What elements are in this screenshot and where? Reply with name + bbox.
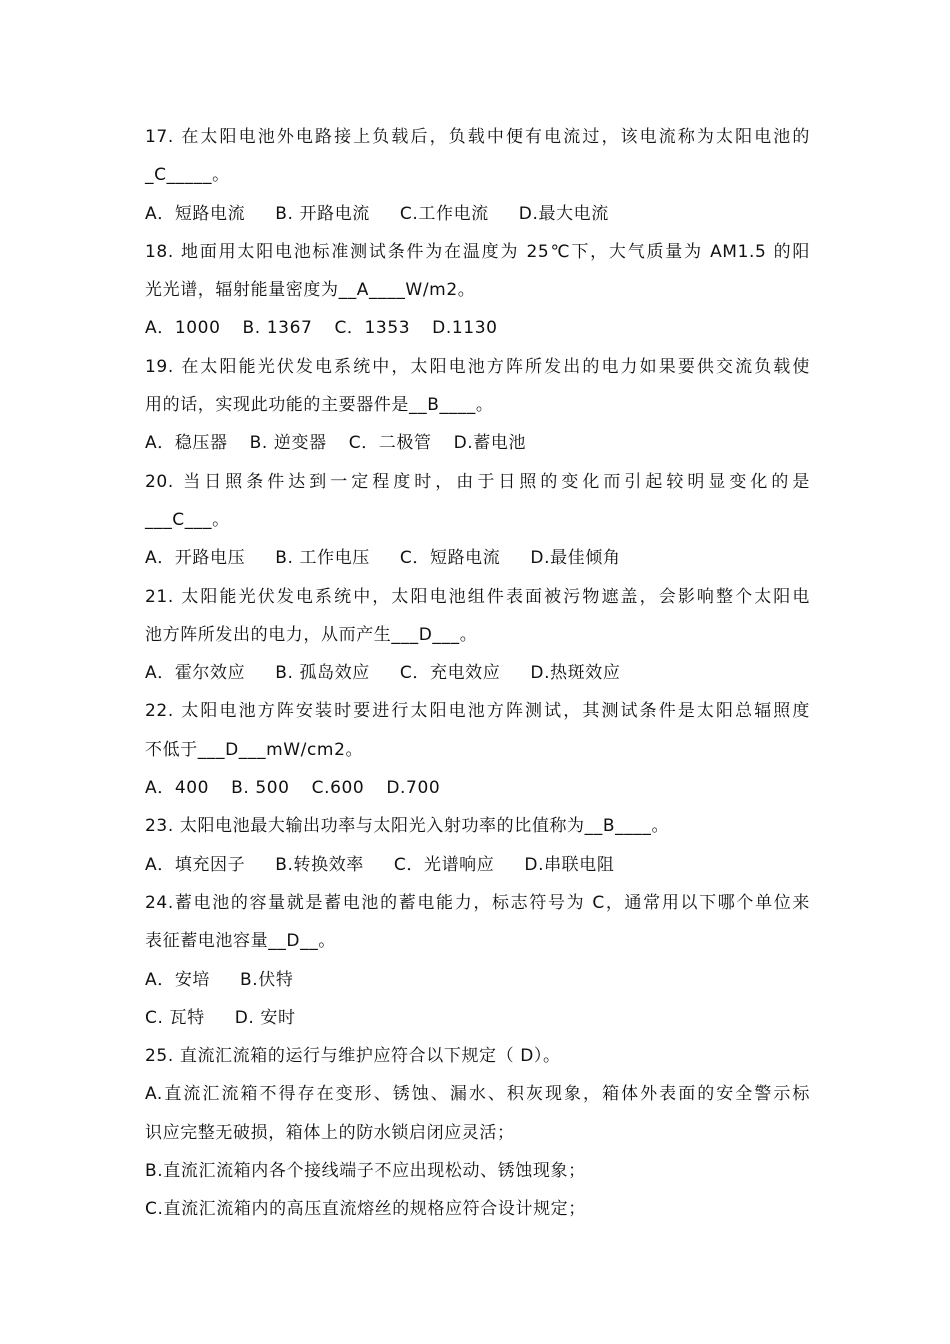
question-22-options — [145, 769, 810, 807]
question-20-options — [145, 539, 810, 577]
option-c: C.工作电流 — [399, 203, 489, 224]
option-d: D.蓄电池 — [453, 433, 527, 454]
question-21-line-2: 池方阵所发出的电力，从而产生___D___。 — [145, 624, 478, 645]
option-c: C. 瓦特 — [145, 1007, 205, 1028]
option-d: D.最大电流 — [518, 203, 609, 224]
question-19-line-1: 19. 在太阳能光伏发电系统中，太阳电池方阵所发出的电力如果要供交流负载使 — [145, 356, 810, 377]
question-24-line-1: 24.蓄电池的容量就是蓄电池的蓄电能力，标志符号为 C，通常用以下哪个单位来 — [145, 892, 810, 913]
question-24-options-row-2 — [145, 999, 810, 1037]
question-22-line-2: 不低于___D___mW/cm2。 — [145, 739, 364, 760]
question-17-line-2: _C_____。 — [145, 165, 230, 186]
option-d: D.700 — [386, 778, 441, 799]
question-25-statement-b: B.直流汇流箱内各个接线端子不应出现松动、锈蚀现象； — [145, 1161, 586, 1182]
question-25-statement-c: C.直流汇流箱内的高压直流熔丝的规格应符合设计规定； — [145, 1199, 586, 1220]
option-d: D.串联电阻 — [524, 854, 615, 875]
option-c: C．1353 — [334, 318, 411, 339]
question-18-line-2: 光光谱，辐射能量密度为__A____W/m2。 — [145, 280, 476, 301]
option-a: A．短路电流 — [145, 203, 246, 224]
option-b: B.伏特 — [240, 969, 294, 990]
question-20-line-2: ___C___。 — [145, 509, 230, 530]
option-a: A．霍尔效应 — [145, 663, 246, 684]
question-19-line-2: 用的话，实现此功能的主要器件是__B____。 — [145, 395, 494, 416]
option-c: C．二极管 — [348, 433, 432, 454]
option-a: A．400 — [145, 778, 210, 799]
question-17-line-1: 17. 在太阳电池外电路接上负载后，负载中便有电流过，该电流称为太阳电池的 — [145, 127, 810, 147]
option-d: D.最佳倾角 — [530, 548, 621, 569]
option-b: B. 孤岛效应 — [275, 663, 370, 684]
question-19-options — [145, 424, 810, 462]
option-b: B.转换效率 — [275, 854, 364, 875]
option-b: B. 1367 — [242, 318, 313, 339]
option-a: A．稳压器 — [145, 433, 228, 454]
option-a: A．填充因子 — [145, 854, 246, 875]
question-25-line-1: 25. 直流汇流箱的运行与维护应符合以下规定（ D）。 — [145, 1046, 561, 1067]
question-21-options — [145, 654, 810, 692]
question-23-line-1: 23. 太阳电池最大输出功率与太阳光入射功率的比值称为__B____。 — [145, 816, 670, 837]
option-c: C．光谱响应 — [393, 854, 495, 875]
option-b: B. 工作电压 — [275, 548, 370, 569]
question-18-line-1: 18. 地面用太阳电池标准测试条件为在温度为 25℃下，大气质量为 AM1.5 的阳 — [145, 241, 810, 262]
option-c: C.600 — [311, 778, 365, 799]
question-24-options-row-1 — [145, 961, 810, 999]
question-23-options — [145, 846, 810, 884]
option-d: D.1130 — [432, 318, 498, 339]
option-a: A．开路电压 — [145, 548, 246, 569]
option-b: B. 500 — [231, 778, 290, 799]
question-25-statement-a-line-2: 识应完整无破损，箱体上的防水锁启闭应灵活； — [145, 1122, 515, 1143]
option-c: C．充电效应 — [399, 663, 501, 684]
question-17-options — [145, 195, 810, 233]
option-c: C．短路电流 — [399, 548, 501, 569]
option-b: B. 逆变器 — [249, 433, 327, 454]
question-list — [145, 118, 810, 1229]
question-24-line-2: 表征蓄电池容量__D__。 — [145, 931, 336, 952]
question-25-statement-a-line-1: A.直流汇流箱不得存在变形、锈蚀、漏水、积灰现象，箱体外表面的安全警示标 — [145, 1084, 810, 1105]
question-22-line-1: 22. 太阳电池方阵安装时要进行太阳电池方阵测试，其测试条件是太阳总辐照度 — [145, 701, 810, 722]
question-21-line-1: 21. 太阳能光伏发电系统中，太阳电池组件表面被污物遮盖，会影响整个太阳电 — [145, 586, 810, 607]
option-a: A．1000 — [145, 318, 221, 339]
option-a: A．安培 — [145, 969, 211, 990]
option-d: D. 安时 — [234, 1007, 296, 1028]
question-20-line-1: 20. 当日照条件达到一定程度时，由于日照的变化而引起较明显变化的是 — [145, 471, 810, 492]
option-d: D.热斑效应 — [530, 663, 621, 684]
question-18-options — [145, 309, 810, 347]
option-b: B. 开路电流 — [275, 203, 370, 224]
